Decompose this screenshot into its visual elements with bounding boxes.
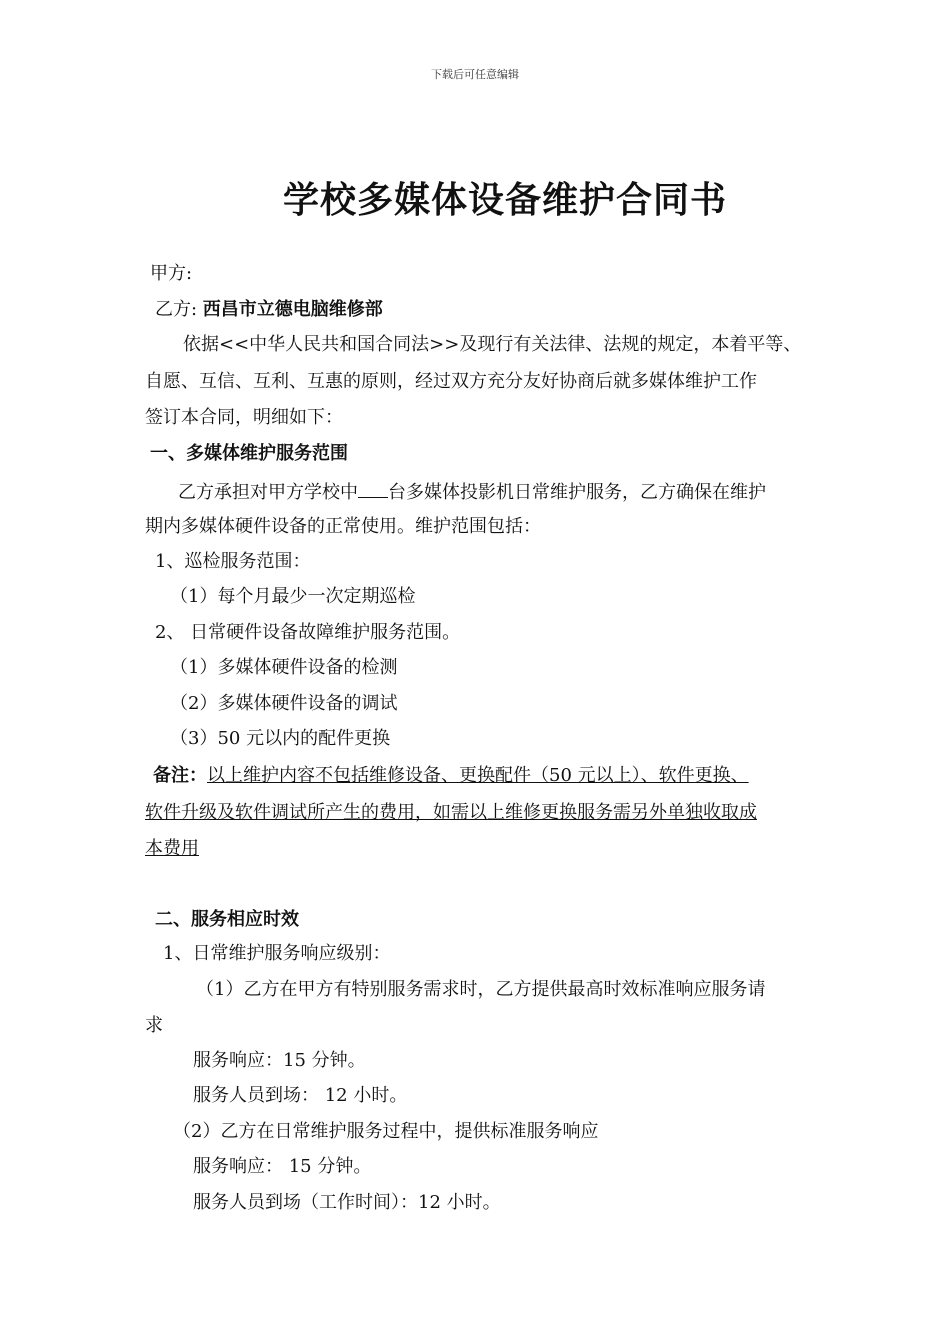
section1-item1-1: （1）每个月最少一次定期巡检 bbox=[170, 586, 416, 607]
section2-level1-a: （1）乙方在甲方有特别服务需求时，乙方提供最高时效标准响应服务请 bbox=[196, 979, 766, 1000]
party-b-name: 西昌市立德电脑维修部 bbox=[202, 299, 383, 320]
note-line-1 bbox=[153, 764, 749, 788]
intro-line-3: 签订本合同，明细如下： bbox=[145, 407, 343, 428]
intro-line-1: 依据<<中华人民共和国合同法>>及现行有关法律、法规的规定，本着平等、 bbox=[183, 334, 802, 355]
quantity-blank bbox=[358, 479, 388, 498]
section1-para-b: 期内多媒体硬件设备的正常使用。维护范围包括： bbox=[145, 516, 541, 537]
section1-para-a bbox=[178, 479, 766, 505]
section2-level1-b: 求 bbox=[145, 1015, 163, 1036]
section2-level2-response: 服务响应： 15 分钟。 bbox=[193, 1156, 372, 1177]
section1-item2-3: （3）50 元以内的配件更换 bbox=[170, 728, 391, 749]
section2-item1: 1、日常维护服务响应级别： bbox=[163, 943, 391, 964]
section2-level2: （2）乙方在日常维护服务过程中，提供标准服务响应 bbox=[173, 1121, 599, 1142]
note-line-2: 软件升级及软件调试所产生的费用，如需以上维修更换服务需另外单独收取成 bbox=[145, 802, 757, 823]
document-title: 学校多媒体设备维护合同书 bbox=[282, 180, 727, 221]
section2-heading: 二、服务相应时效 bbox=[155, 909, 299, 930]
party-a-label: 甲方: bbox=[150, 263, 193, 284]
section1-item2-1: （1）多媒体硬件设备的检测 bbox=[170, 657, 398, 678]
note-label: 备注： bbox=[153, 765, 207, 786]
note-text-1: 以上维护内容不包括维修设备、更换配件（50 元以上）、软件更换、 bbox=[207, 765, 749, 786]
section1-para-a-part1: 乙方承担对甲方学校中 bbox=[178, 482, 358, 503]
header-note: 下载后可任意编辑 bbox=[431, 68, 519, 81]
section2-level1-response: 服务响应：15 分钟。 bbox=[193, 1050, 366, 1071]
section1-item2-2: （2）多媒体硬件设备的调试 bbox=[170, 693, 398, 714]
section2-level1-arrival: 服务人员到场： 12 小时。 bbox=[193, 1085, 408, 1106]
section1-item1: 1、巡检服务范围： bbox=[155, 551, 311, 572]
section1-heading: 一、多媒体维护服务范围 bbox=[150, 443, 348, 464]
note-line-3: 本费用 bbox=[145, 838, 199, 859]
intro-line-2: 自愿、互信、互利、互惠的原则，经过双方充分友好协商后就多媒体维护工作 bbox=[145, 371, 757, 392]
section1-item2: 2、 日常硬件设备故障维护服务范围。 bbox=[155, 622, 461, 643]
party-b-label: 乙方: bbox=[155, 299, 203, 320]
party-b-line bbox=[155, 298, 383, 322]
section1-para-a-part2: 台多媒体投影机日常维护服务，乙方确保在维护 bbox=[388, 482, 766, 503]
section2-level2-arrival: 服务人员到场（工作时间）：12 小时。 bbox=[193, 1192, 501, 1213]
